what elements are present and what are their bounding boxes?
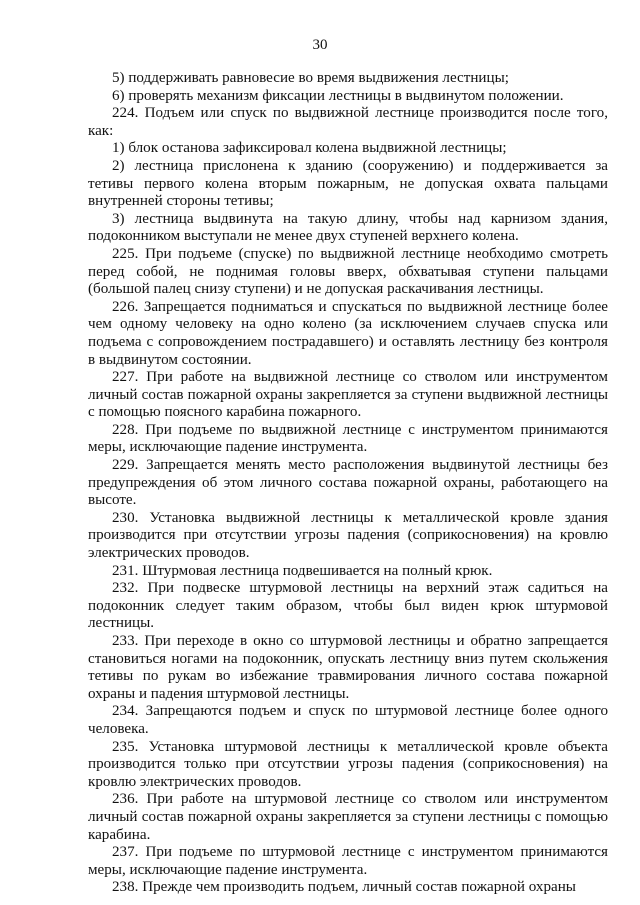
paragraph: 236. При работе на штурмовой лестнице со стволом или инструментом личный состав пожарной охраны закрепляется за ступени лестницы с помощью карабина.: [88, 791, 608, 843]
paragraph: 231. Штурмовая лестница подвешивается на полный крюк.: [112, 562, 493, 579]
paragraph: 233. При переходе в окно со штурмовой лестницы и обратно запрещается становиться ногами на подоконник, опускать лестницу вниз путем скольжения тетивы по рукам во избежание травмирования личного состава пожарной охраны и падения штурмовой лестницы.: [88, 633, 608, 702]
paragraph: 229. Запрещается менять место расположения выдвинутой лестницы без предупреждения об этом личного состава пожарной охраны, работающего на высоте.: [88, 457, 608, 509]
paragraph: 234. Запрещаются подъем и спуск по штурмовой лестнице более одного человека.: [88, 703, 608, 737]
page-number: 30: [312, 37, 328, 53]
paragraph: 228. При подъеме по выдвижной лестнице с инструментом принимаются меры, исключающие падение инструмента.: [88, 421, 608, 456]
paragraph: 6) проверять механизм фиксации лестницы в выдвинутом положении.: [112, 87, 564, 104]
paragraph: 224. Подъем или спуск по выдвижной лестнице производится после того, как:: [88, 105, 608, 139]
paragraph: 227. При работе на выдвижной лестнице со стволом или инструментом личный состав пожарной охраны закрепляется за ступени выдвижной лестницы с помощью поясного карабина пожарного.: [88, 369, 608, 421]
paragraph: 237. При подъеме по штурмовой лестнице с инструментом принимаются меры, исключающие падение инструмента.: [88, 844, 608, 878]
paragraph: 226. Запрещается подниматься и спускаться по выдвижной лестнице более чем одному человеку на одно колено (за исключением случаев спуска или подъема с сопровождением пострадавшего) и оставлять лестницу без контроля в выдвинутом состоянии.: [88, 298, 608, 368]
paragraph: 232. При подвеске штурмовой лестницы на верхний этаж садиться на подоконник следует таким образом, чтобы был виден крюк штурмовой лестницы.: [88, 580, 608, 632]
paragraph: 2) лестница прислонена к зданию (сооружению) и поддерживается за тетивы первого колена вторым пожарным, не допуская охвата пальцами внутренней стороны тетивы;: [88, 157, 608, 210]
paragraph: 235. Установка штурмовой лестницы к металлической кровле объекта производится только при отсутствии угрозы падения (соприкосновения) на кровлю электрических проводов.: [88, 738, 608, 790]
paragraph: 238. Прежде чем производить подъем, личный состав пожарной охраны: [112, 879, 576, 896]
paragraph: 1) блок останова зафиксировал колена выдвижной лестницы;: [112, 140, 507, 157]
paragraph: 5) поддерживать равновесие во время выдвижения лестницы;: [112, 70, 509, 86]
document-body: [88, 70, 608, 897]
paragraph: 225. При подъеме (спуске) по выдвижной лестнице необходимо смотреть перед собой, не поднимая головы вверх, обхватывая ступени пальцами (большой палец снизу ступени) и не допуская раскачивания лестницы.: [88, 245, 608, 298]
paragraph: 230. Установка выдвижной лестницы к металлической кровле здания производится при отсутствии угрозы падения (соприкосновения) на кровлю электрических проводов.: [88, 509, 608, 562]
paragraph: 3) лестница выдвинута на такую длину, чтобы над карнизом здания, подоконником выступали не менее двух ступеней верхнего колена.: [88, 210, 608, 245]
